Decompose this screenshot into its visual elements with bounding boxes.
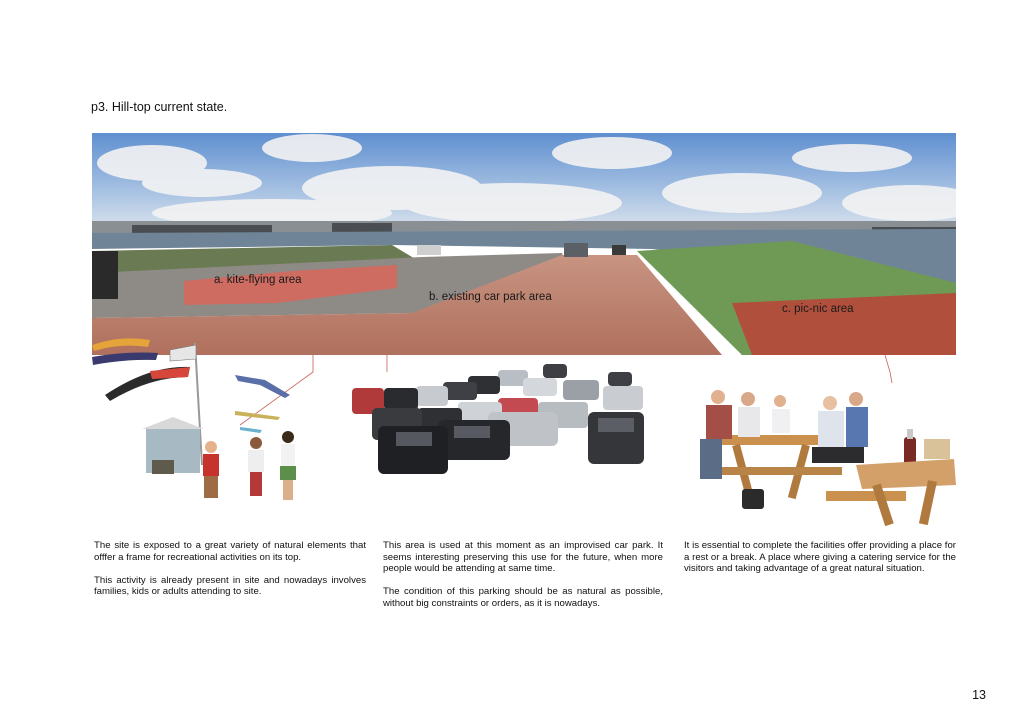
kite-flying-illustration bbox=[90, 335, 320, 520]
paragraph: It is essential to complete the facilities offer providing a place for a rest or a break. A place where giving a catering service for the visitors and taking advantage of a great natural situation. bbox=[684, 540, 956, 575]
paragraph: The condition of this parking should be as natural as possible, without big constraints or orders, as it is nowadays. bbox=[383, 586, 663, 609]
kite-flying-area-label: a. kite-flying area bbox=[214, 274, 302, 286]
paragraph: The site is exposed to a great variety of natural elements that offfer a frame for recreational activities on its top. bbox=[94, 540, 366, 563]
paragraph: This area is used at this moment as an improvised car park. It seems interesting preserving this use for the future, when more people would be attending at same time. bbox=[383, 540, 663, 575]
text-column-carpark bbox=[383, 540, 663, 621]
hilltop-panorama-photo bbox=[92, 133, 956, 355]
picnic-area-label: c. pic-nic area bbox=[782, 303, 854, 315]
car-park-area-label: b. existing car park area bbox=[429, 291, 552, 303]
text-column-picnic bbox=[684, 540, 956, 586]
page-title: p3. Hill-top current state. bbox=[91, 100, 228, 114]
text-column-kite bbox=[94, 540, 366, 609]
car-park-illustration bbox=[348, 360, 653, 480]
picnic-illustration bbox=[692, 385, 958, 531]
paragraph: This activity is already present in site and nowadays involves families, kids or adults attending to site. bbox=[94, 574, 366, 598]
page-number: 13 bbox=[972, 688, 986, 702]
